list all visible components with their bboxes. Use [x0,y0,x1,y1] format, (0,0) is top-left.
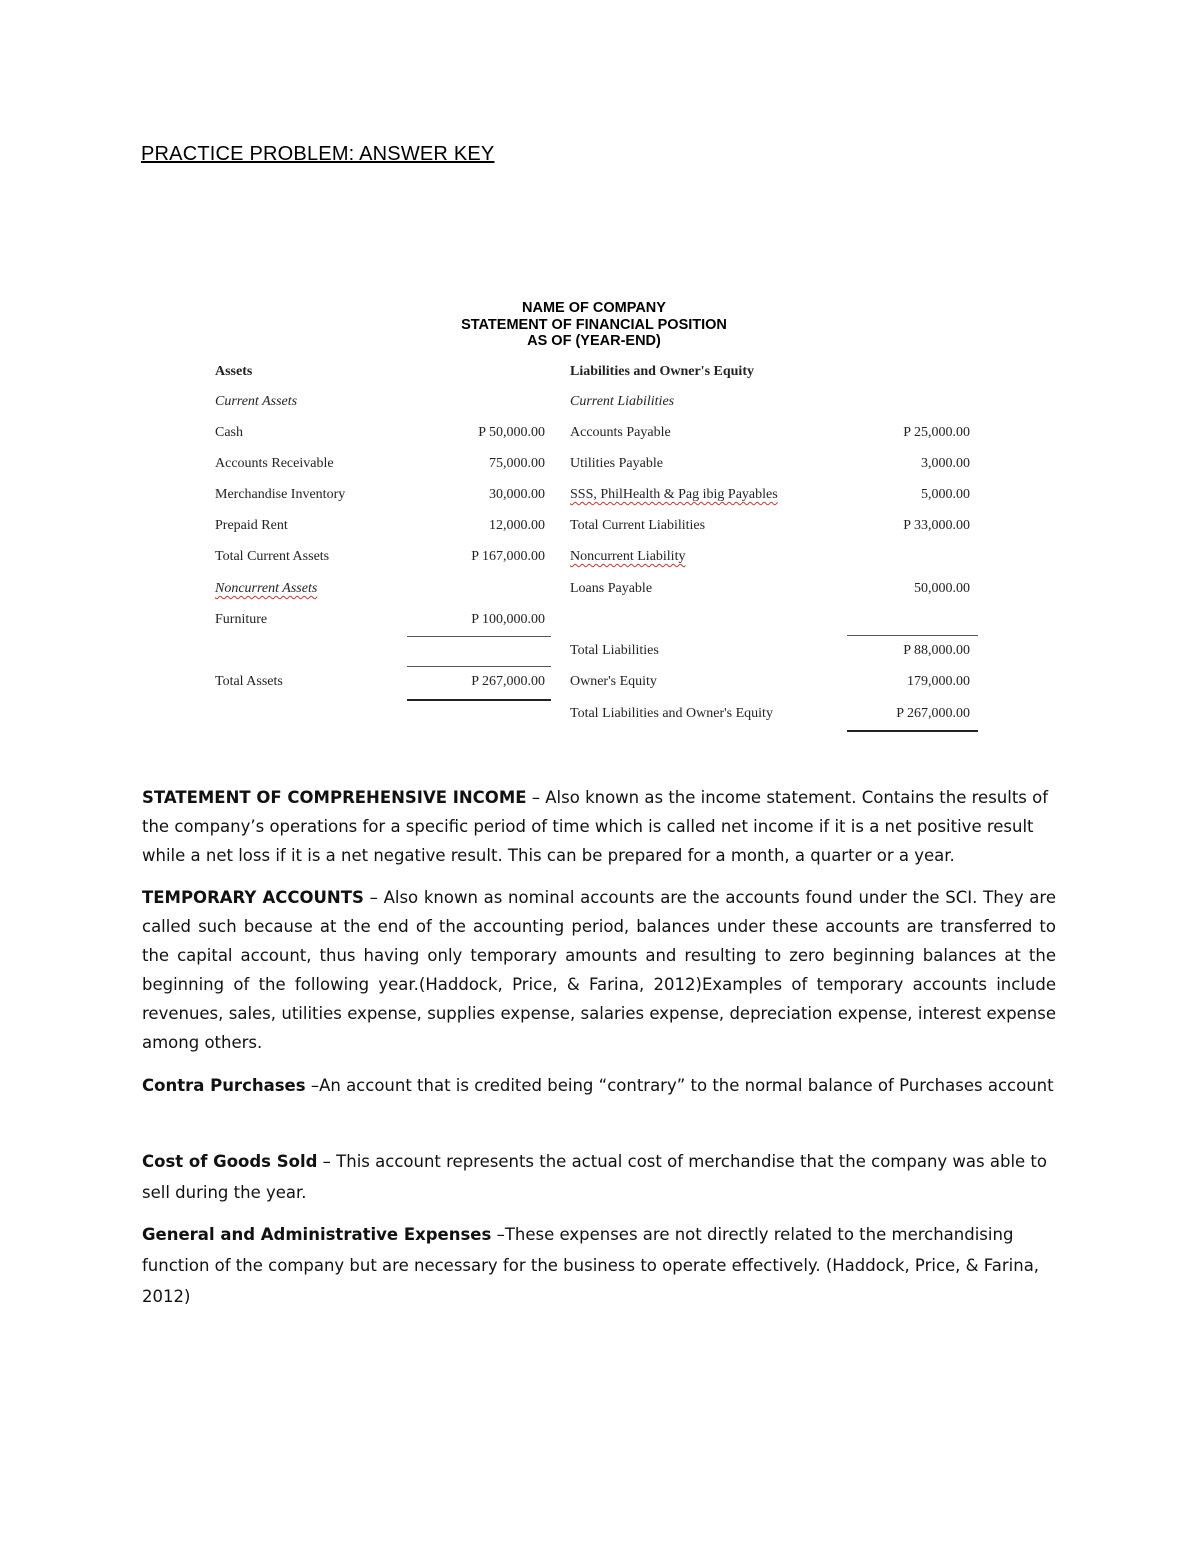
subtotal-rule [847,635,978,636]
definition-paragraph [142,1146,1056,1208]
definition-term: General and Administrative Expenses [142,1225,492,1244]
noncurrent-asset-amount: P 100,000.00 [471,612,545,627]
current-liabilities-label: Current Liabilities [570,394,675,409]
definition-term: Cost of Goods Sold [142,1152,318,1171]
definition-paragraph [142,883,1056,1057]
owners-equity-label: Owner's Equity [570,674,657,689]
noncurrent-assets-label: Noncurrent Assets [215,581,318,596]
definition-text: –These expenses are not directly related to the merchandising function of the company but are necessary for the business to operate effectively. (Haddock, Price, & Farina, 2012) [142,1225,1040,1306]
total-rule [847,730,978,732]
asset-amount: P 50,000.00 [478,425,545,440]
statement-title: STATEMENT OF FINANCIAL POSITION [461,317,727,333]
noncurrent-liability-label: Noncurrent Liability [570,549,686,564]
total-current-liabilities-label: Total Current Liabilities [570,518,706,533]
liability-amount: 3,000.00 [921,456,970,471]
liability-amount: P 25,000.00 [903,425,970,440]
noncurrent-liability-item-amount: 50,000.00 [914,581,970,596]
definition-text: –An account that is credited being “contrary” to the normal balance of Purchases account [305,1076,1054,1095]
total-assets-amount: P 267,000.00 [471,674,545,689]
asset-amount: 12,000.00 [489,518,545,533]
definition-text: – Also known as the income statement. Contains the results of the company’s operations for a specific period of time which is called net income if it is a net positive result while a net loss if it is a net negative result. This can be prepared for a month, a quarter or a year. [142,788,1049,865]
definition-term: TEMPORARY ACCOUNTS [142,888,364,907]
company-name: NAME OF COMPANY [522,300,666,316]
subtotal-rule [407,636,551,637]
total-rule [407,699,551,701]
assets-header: Assets [215,364,253,379]
owners-equity-amount: 179,000.00 [907,674,970,689]
definition-text: – This account represents the actual cost of merchandise that the company was able to sell during the year. [142,1152,1047,1202]
total-liabilities-amount: P 88,000.00 [903,643,970,658]
total-current-assets-label: Total Current Assets [215,549,330,564]
noncurrent-asset-label: Furniture [215,612,268,627]
total-current-assets-amount: P 167,000.00 [471,549,545,564]
subtotal-rule [407,666,551,667]
definition-paragraph [142,1070,1056,1101]
page-title: PRACTICE PROBLEM: ANSWER KEY [141,143,495,165]
total-current-liabilities-amount: P 33,000.00 [903,518,970,533]
liability-label: Accounts Payable [570,425,671,440]
asset-amount: 30,000.00 [489,487,545,502]
total-liabilities-equity-label: Total Liabilities and Owner's Equity [570,706,773,721]
definition-paragraph [142,783,1056,870]
definition-term: Contra Purchases [142,1076,306,1095]
liability-amount: 5,000.00 [921,487,970,502]
statement-date: AS OF (YEAR-END) [527,333,661,349]
asset-label: Prepaid Rent [215,518,288,533]
current-assets-label: Current Assets [215,394,298,409]
asset-label: Merchandise Inventory [215,487,346,502]
liabilities-header: Liabilities and Owner's Equity [570,364,754,379]
noncurrent-liability-item-label: Loans Payable [570,581,653,596]
asset-label: Accounts Receivable [215,456,334,471]
total-liabilities-label: Total Liabilities [570,643,659,658]
asset-amount: 75,000.00 [489,456,545,471]
definition-text: – Also known as nominal accounts are the accounts found under the SCI. They are called such because at the end of the accounting period, balances under these accounts are transferred to the capital account, thus having only temporary amounts and resulting to zero beginning balances at the beginning of the following year.(Haddock, Price, & Farina, 2012)Examples of temporary accounts include revenues, sales, utilities expense, supplies expense, salaries expense, depreciation expense, interest expense among others. [142,888,1056,1052]
definition-term: STATEMENT OF COMPREHENSIVE INCOME [142,788,527,807]
liability-label: Utilities Payable [570,456,663,471]
total-assets-label: Total Assets [215,674,283,689]
liability-label: SSS, PhilHealth & Pag ibig Payables [570,487,778,502]
asset-label: Cash [215,425,243,440]
total-liabilities-equity-amount: P 267,000.00 [896,706,970,721]
definition-paragraph [142,1219,1056,1312]
